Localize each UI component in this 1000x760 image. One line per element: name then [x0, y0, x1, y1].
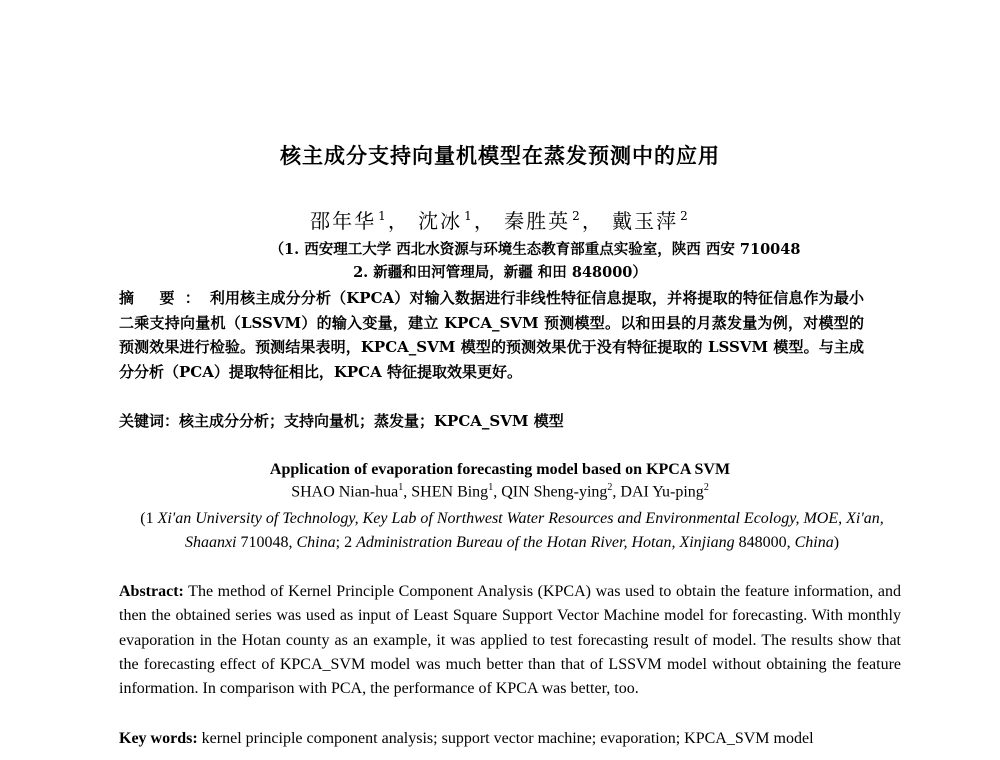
english-keywords-text: kernel principle component analysis; support vector machine; evaporation; KPCA_SVM model	[197, 730, 814, 747]
chinese-authors	[0, 205, 1000, 234]
author-separator: ,	[403, 483, 412, 501]
english-abstract	[119, 580, 901, 701]
chinese-keywords-label: 关键词：	[119, 412, 180, 430]
author-separator: ,	[612, 483, 621, 501]
affil-1-country: China	[296, 533, 336, 551]
english-keywords	[119, 727, 901, 751]
author-name: 秦胜英	[504, 209, 571, 233]
author-name: QIN Sheng-ying	[501, 483, 608, 501]
author-separator: ，	[387, 209, 410, 233]
author-separator: ，	[473, 209, 496, 233]
author-name: SHAO Nian-hua	[291, 483, 399, 501]
affil-2-country: China	[794, 533, 834, 551]
affil-1-code: 710048,	[236, 533, 297, 551]
author-affil-mark: 1	[378, 209, 388, 224]
author-name: SHEN Bing	[411, 483, 489, 501]
english-keywords-label: Key words:	[119, 730, 198, 747]
affil-2-code: 848000,	[734, 533, 795, 551]
chinese-abstract	[119, 286, 864, 384]
chinese-affiliation-line-2: 2. 新疆和田河管理局，新疆 和田 848000）	[353, 264, 647, 281]
chinese-affiliation-line-1: （1. 西安理工大学 西北水资源与环境生态教育部重点实验室，陕西 西安 710048	[269, 241, 801, 258]
affil-separator: ; 2	[335, 533, 357, 551]
author-separator: ，	[581, 209, 604, 233]
affil-close: )	[833, 533, 840, 551]
affil-2-text: Administration Bureau of the Hotan River, Hotan, Xinjiang	[356, 533, 735, 551]
author-name: DAI Yu-ping	[620, 483, 704, 501]
english-abstract-text: The method of Kernel Principle Component Analysis (KPCA) was used to obtain the feature information, and then the obtained series was used as input of Least Square Support Vector Machine model for forecasting. With monthly evaporation in the Hotan county as an example, it was applied to test forecasting result of model. The results show that the forecasting effect of KPCA_SVM model was much better than that of LSSVM model without obtaining the feature information. In comparison with PCA, the performance of KPCA was better, too.	[119, 583, 901, 698]
author-affil-mark: 2	[572, 209, 582, 224]
english-title: Application of evaporation forecasting model based on KPCA SVM	[269, 461, 731, 478]
affil-1-text: Xi'an University of Technology, Key Lab of Northwest Water Resources and Environmental Ecology, MOE, Xi'an, Shaanxi	[157, 510, 884, 551]
author-separator: ,	[493, 483, 502, 501]
author-name: 沈冰	[418, 209, 463, 233]
affil-open: (1	[140, 510, 158, 527]
chinese-keywords-text: 核主成分分析；支持向量机；蒸发量；KPCA_SVM 模型	[179, 412, 564, 430]
author-affil-mark: 1	[464, 209, 474, 224]
author-affil-mark: 1	[398, 482, 404, 493]
chinese-abstract-label: 摘 要：	[119, 289, 210, 307]
english-authors	[0, 482, 1000, 501]
chinese-title: 核主成分支持向量机模型在蒸发预测中的应用	[280, 144, 720, 168]
chinese-keywords	[119, 410, 879, 431]
author-affil-mark: 2	[680, 209, 690, 224]
chinese-abstract-text: 利用核主成分分析（KPCA）对输入数据进行非线性特征信息提取，并将提取的特征信息作为最小二乘支持向量机（LSSVM）的输入变量，建立 KPCA_SVM 预测模型。以和田县的月蒸发量为例，对模型的预测效果进行检验。预测结果表明，KPCA_SVM 模型的预测效果优于没有特征提取的 LSSVM 模型。与主成分分析（PCA）提取特征相比，KPCA 特征提取效果更好。	[119, 289, 864, 381]
english-abstract-label: Abstract:	[119, 583, 184, 600]
english-affiliations	[116, 507, 908, 554]
author-affil-mark: 1	[488, 482, 494, 493]
author-affil-mark: 2	[703, 482, 709, 493]
author-affil-mark: 2	[607, 482, 613, 493]
author-name: 戴玉萍	[612, 209, 679, 233]
author-name: 邵年华	[310, 209, 377, 233]
